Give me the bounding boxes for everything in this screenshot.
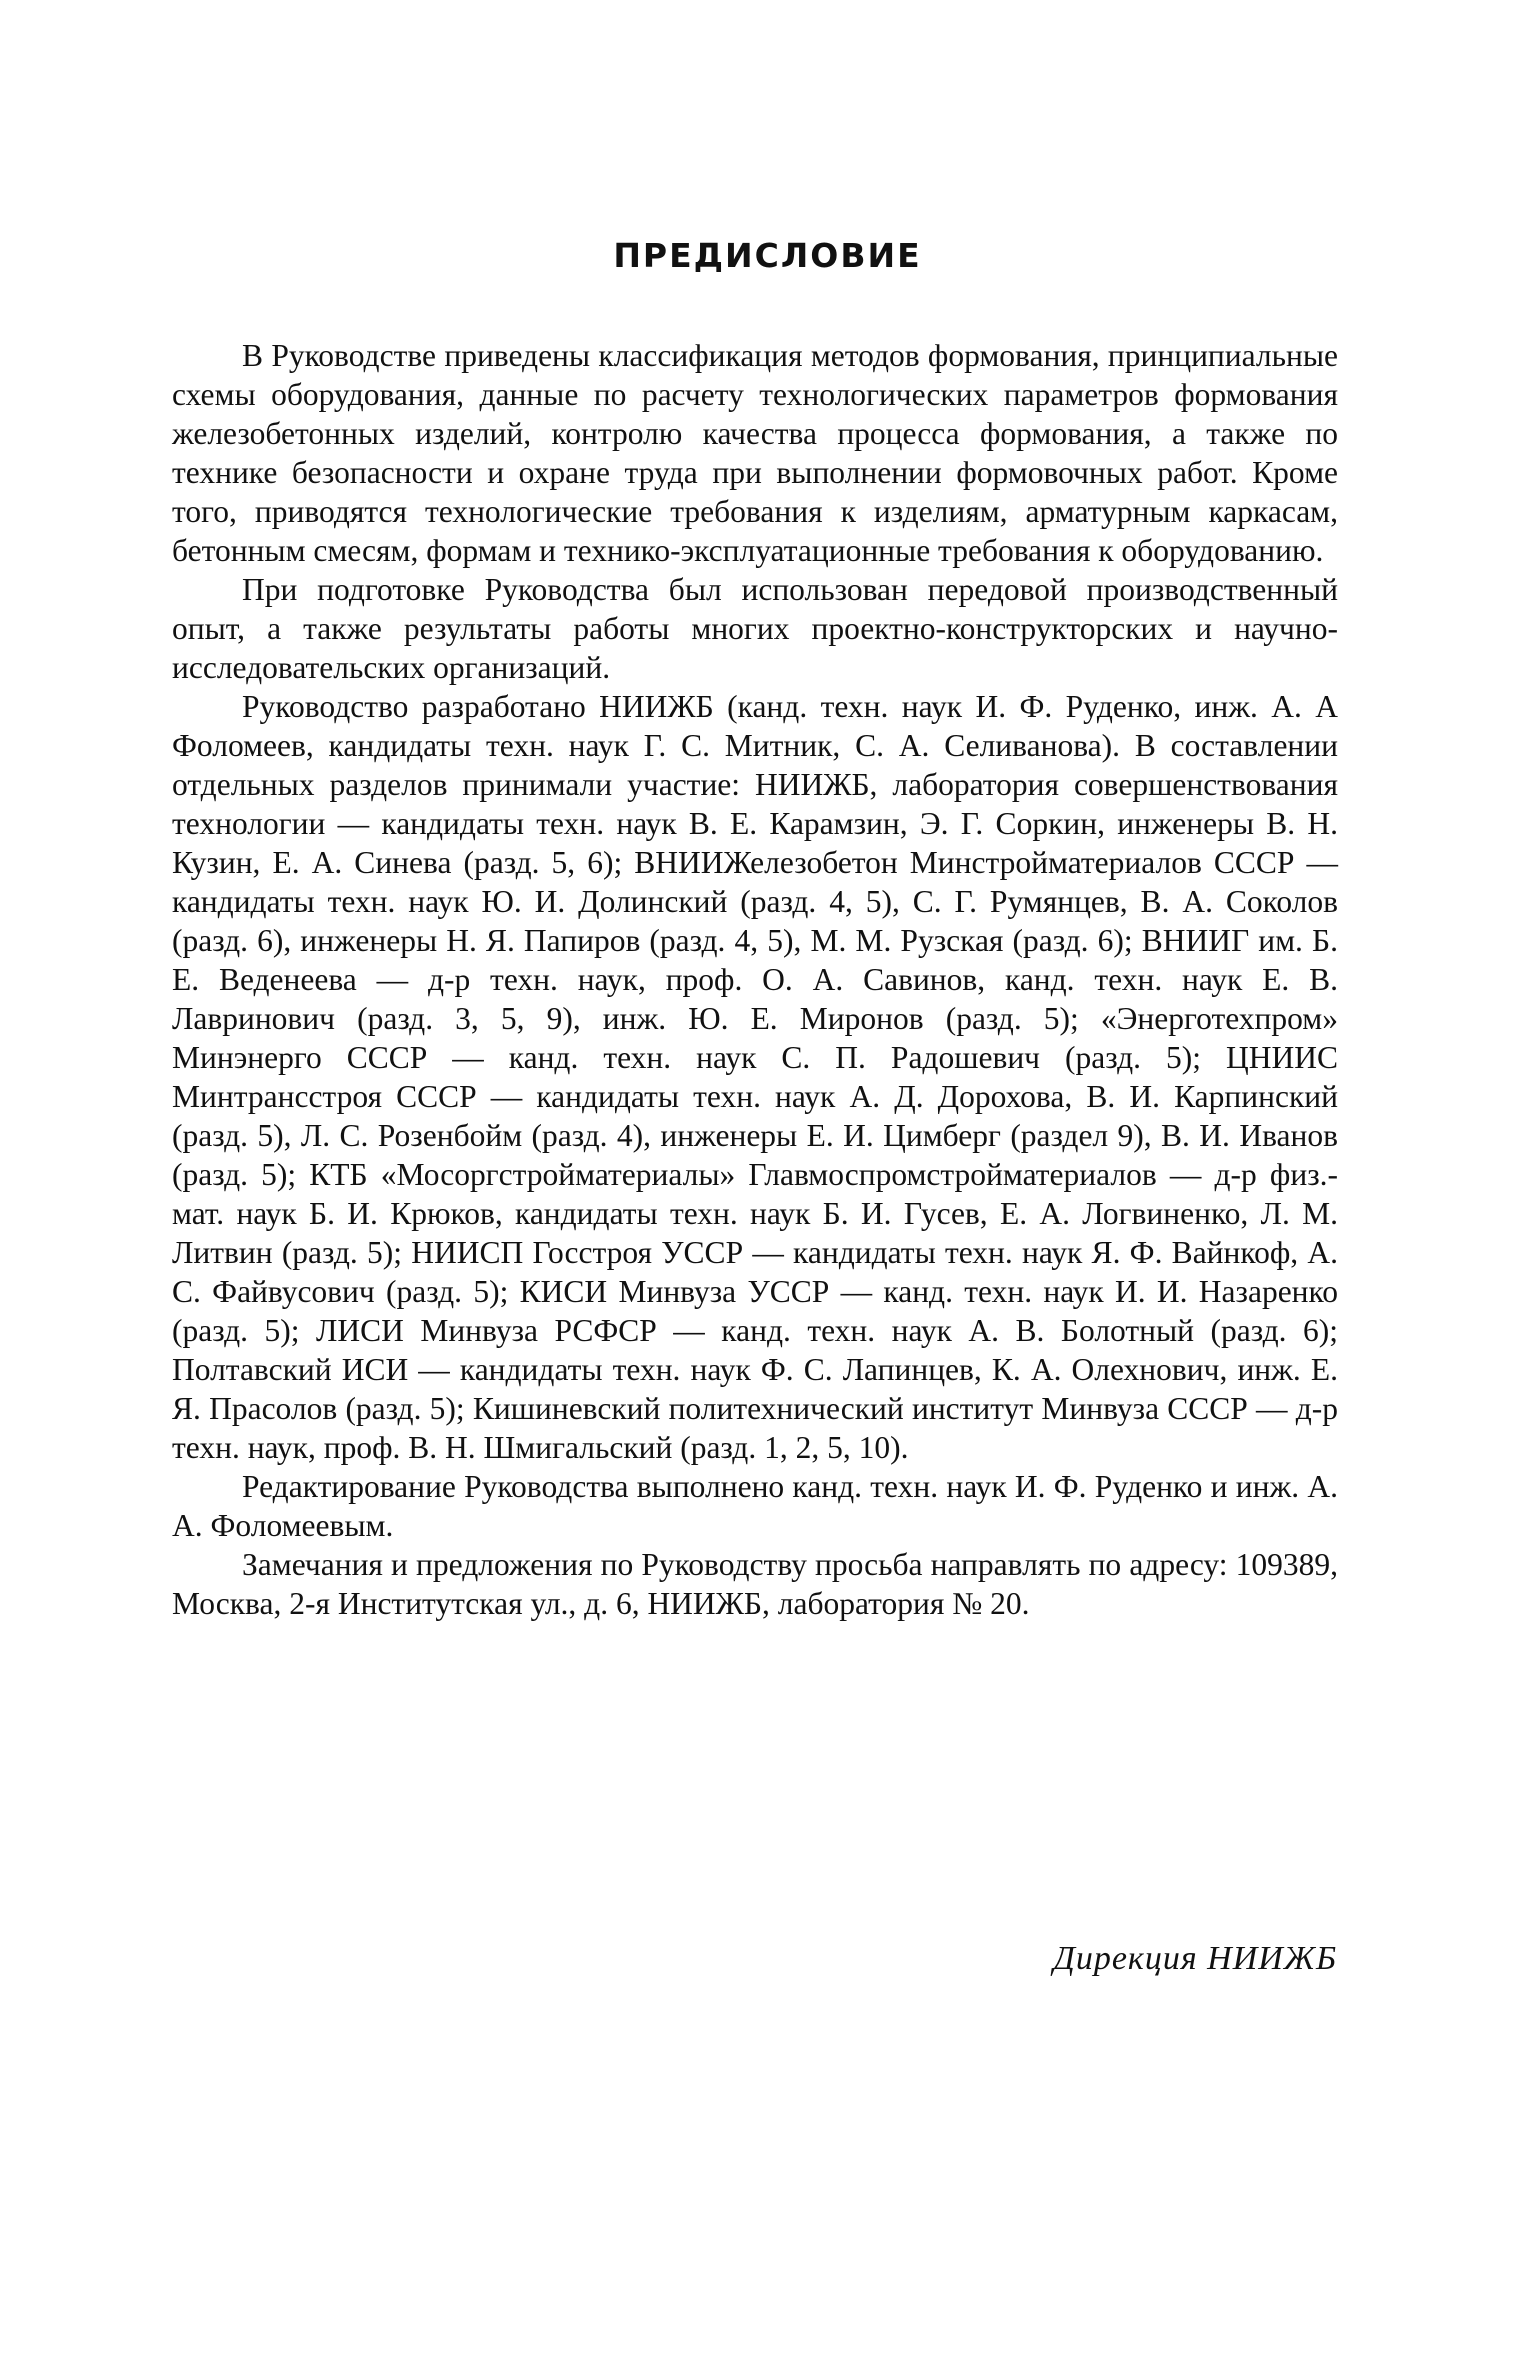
- paragraph-editing: Редактирование Руководства выполнено канд. техн. наук И. Ф. Руденко и инж. А. А. Фоломеевым.: [172, 1469, 1338, 1543]
- paragraph-authors: Руководство разработано НИИЖБ (канд. техн. наук И. Ф. Руденко, инж. А. А Фоломеев, кандидаты техн. наук Г. С. Митник, С. А. Селиванова). В составлении отдельных разделов принимали участие: НИИЖБ, лаборатория совершенствования технологии — кандидаты техн. наук В. Е. Карамзин, Э. Г. Соркин, инженеры В. Н. Кузин, Е. А. Синева (разд. 5, 6); ВНИИЖелезобетон Минстройматериалов СССР — кандидаты техн. наук Ю. И. Долинский (разд. 4, 5), С. Г. Румянцев, В. А. Соколов (разд. 6), инженеры Н. Я. Папиров (разд. 4, 5), М. М. Рузская (разд. 6); ВНИИГ им. Б. Е. Веденеева — д-р техн. наук, проф. О. А. Савинов, канд. техн. наук Е. В. Лавринович (разд. 3, 5, 9), инж. Ю. Е. Миронов (разд. 5); «Энерготехпром» Минэнерго СССР — канд. техн. наук С. П. Радошевич (разд. 5); ЦНИИС Минтрансстроя СССР — кандидаты техн. наук А. Д. Дорохова, В. И. Карпинский (разд. 5), Л. С. Розенбойм (разд. 4), инженеры Е. И. Цимберг (раздел 9), В. И. Иванов (разд. 5); КТБ «Мосоргстройматериалы» Главмоспромстройматериалов — д-р физ.-мат. наук Б. И. Крюков, кандидаты техн. наук Б. И. Гусев, Е. А. Логвиненко, Л. М. Литвин (разд. 5); НИИСП Госстроя УССР — кандидаты техн. наук Я. Ф. Вайнкоф, А. С. Файвусович (разд. 5); КИСИ Минвуза УССР — канд. техн. наук И. И. Назаренко (разд. 5); ЛИСИ Минвуза РСФСР — канд. техн. наук А. В. Болотный (разд. 6); Полтавский ИСИ — кандидаты техн. наук Ф. С. Лапинцев, К. А. Олехнович, инж. Е. Я. Прасолов (разд. 5); Кишиневский политехнический институт Минвуза СССР — д-р техн. наук, проф. В. Н. Шмигальский (разд. 1, 2, 5, 10).: [172, 689, 1338, 1465]
- page-title: ПРЕДИСЛОВИЕ: [613, 236, 922, 275]
- signature: Дирекция НИИЖБ: [1053, 1940, 1337, 1977]
- preface-body: [172, 336, 1338, 1623]
- paragraph-contact: Замечания и предложения по Руководству просьба направлять по адресу: 109389, Москва, 2-я Институтская ул., д. 6, НИИЖБ, лаборатория № 20.: [172, 1547, 1338, 1621]
- paragraph-scope: В Руководстве приведены классификация методов формования, принципиальные схемы оборудования, данные по расчету технологических параметров формования железобетонных изделий, контролю качества процесса формования, а также по технике безопасности и охране труда при выполнении формовочных работ. Кроме того, приводятся технологические требования к изделиям, арматурным каркасам, бетонным смесям, формам и технико-эксплуатационные требования к оборудованию.: [172, 338, 1338, 568]
- paragraph-experience: При подготовке Руководства был использован передовой производственный опыт, а также результаты работы многих проектно-конструкторских и научно-исследовательских организаций.: [172, 572, 1338, 685]
